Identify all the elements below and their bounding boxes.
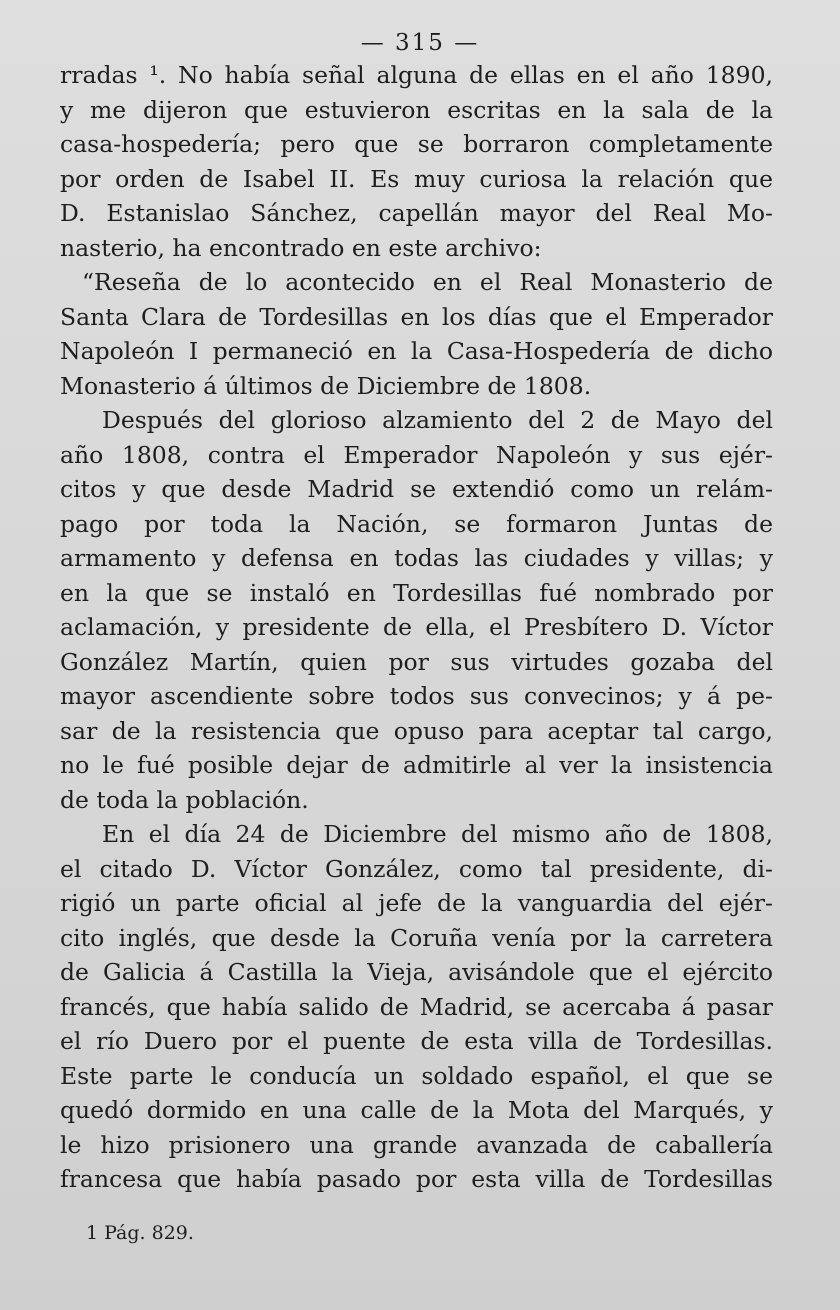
text-line: sar de la resistencia que opuso para aceptar tal cargo, [60, 716, 773, 745]
text-line: pago por toda la Nación, se formaron Juntas de [60, 509, 773, 538]
text-line: de toda la población. [60, 785, 309, 814]
text-line: el citado D. Víctor González, como tal presidente, di- [60, 854, 773, 883]
text-line: armamento y defensa en todas las ciudades y villas; y [60, 544, 773, 572]
text-line: y me dijeron que estuvieron escritas en la sala de la [60, 95, 773, 124]
text-line: González Martín, quien por sus virtudes gozaba del [60, 647, 773, 676]
text-line: rradas ¹. No había señal alguna de ellas en el año 1890, [60, 61, 773, 89]
text-line: Este parte le conducía un soldado español, el que se [60, 1061, 773, 1090]
text-line: año 1808, contra el Emperador Napoleón y sus ejér- [60, 440, 773, 469]
page-number-header: — 315 — [360, 30, 480, 56]
text-line: Napoleón I permaneció en la Casa-Hospedería de dicho [60, 337, 773, 365]
text-line: por orden de Isabel II. Es muy curiosa la relación que [60, 164, 773, 193]
text-line: rigió un parte oficial al jefe de la vanguardia del ejér- [60, 889, 773, 917]
text-line: D. Estanislao Sánchez, capellán mayor del Real Mo- [60, 199, 773, 227]
text-line: mayor ascendiente sobre todos sus convecinos; y á pe- [60, 682, 773, 710]
text-line: “Reseña de lo acontecido en el Real Monasterio de [82, 268, 773, 296]
footnote: 1 Pág. 829. [86, 1222, 194, 1244]
text-line: cito inglés, que desde la Coruña venía por la carretera [60, 923, 773, 952]
text-line: Después del glorioso alzamiento del 2 de Mayo del [102, 406, 773, 434]
text-line: casa-hospedería; pero que se borraron completamente [60, 130, 773, 158]
text-line: quedó dormido en una calle de la Mota del Marqués, y [60, 1096, 773, 1124]
text-line: Santa Clara de Tordesillas en los días que el Emperador [60, 302, 773, 331]
body-text [60, 58, 773, 1197]
text-line: citos y que desde Madrid se extendió como un relám- [60, 475, 773, 503]
text-line: En el día 24 de Diciembre del mismo año de 1808, [102, 820, 773, 848]
text-line: Monasterio á últimos de Diciembre de 1808. [60, 371, 592, 400]
text-line: aclamación, y presidente de ella, el Presbítero D. Víctor [60, 613, 773, 641]
text-line: en la que se instaló en Tordesillas fué nombrado por [60, 578, 773, 607]
text-line: de Galicia á Castilla la Vieja, avisándole que el ejército [60, 958, 773, 986]
text-line: el río Duero por el puente de esta villa de Tordesillas. [60, 1027, 773, 1055]
text-line: nasterio, ha encontrado en este archivo: [60, 233, 542, 262]
text-line: francesa que había pasado por esta villa de Tordesillas [60, 1165, 773, 1193]
text-line: francés, que había salido de Madrid, se acercaba á pasar [60, 992, 773, 1021]
text-line: no le fué posible dejar de admitirle al ver la insistencia [60, 751, 773, 779]
text-line: le hizo prisionero una grande avanzada de caballería [60, 1130, 773, 1159]
